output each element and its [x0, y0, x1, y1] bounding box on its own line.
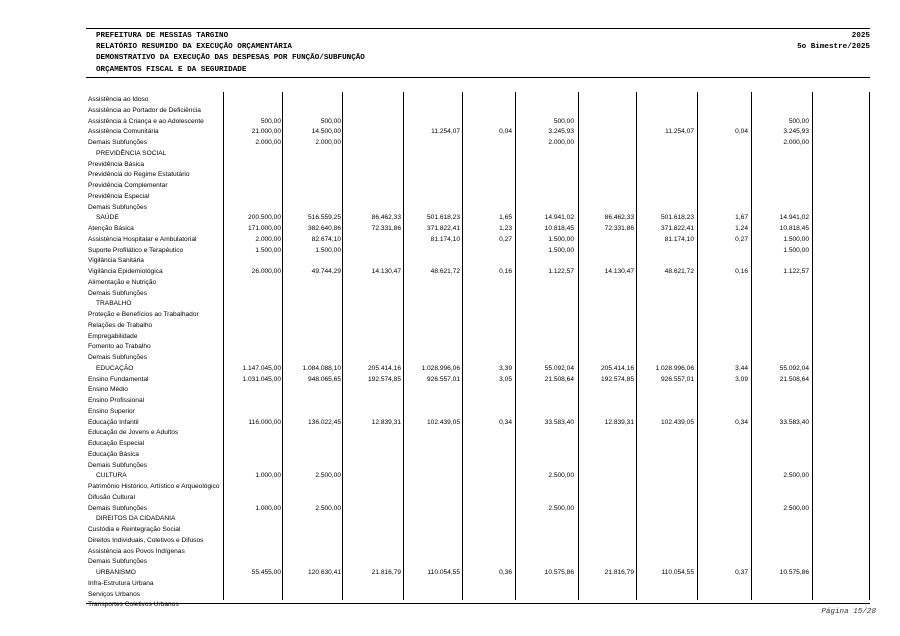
table-row [86, 514, 870, 525]
row-label: Assistência Hospitalar e Ambulatorial [88, 235, 197, 243]
row-label: URBANISMO [96, 569, 136, 576]
row-label: Suporte Profilático e Terapêutico [88, 246, 184, 254]
table-row [86, 407, 870, 418]
row-label: Educação Infantil [88, 418, 139, 426]
page-number: Página 15/28 [821, 608, 876, 616]
table-row [86, 127, 870, 138]
row-value: 500,00 [553, 117, 574, 125]
row-value: 14.130,47 [371, 268, 401, 275]
row-label: EDUCAÇÃO [96, 364, 134, 372]
row-label: Ensino Médio [88, 386, 128, 394]
row-value: 1.122,57 [548, 268, 574, 275]
table-row [86, 203, 870, 214]
report-title: RELATÓRIO RESUMIDO DA EXECUÇÃO ORÇAMENTÁRIA [96, 43, 292, 51]
row-label: Custódia e Reintegração Social [88, 526, 181, 533]
row-label: Transportes Coletivos Urbanos [88, 601, 179, 609]
table-row [86, 504, 870, 515]
row-value: 1.500,00 [548, 235, 574, 243]
row-label: Difusão Cultural [88, 493, 135, 501]
row-value: 1,24 [735, 225, 748, 232]
row-value: 948.065,65 [307, 375, 341, 383]
row-value: 1,65 [499, 214, 512, 222]
table-row [86, 525, 870, 536]
table-row [86, 332, 870, 343]
row-value: 2.500,00 [783, 472, 809, 480]
row-value: 72.331,86 [371, 225, 401, 232]
row-label: Proteção e Benefícios ao Trabalhador [88, 311, 199, 318]
row-value: 102.439,05 [426, 418, 460, 426]
row-label: Alimentação e Nutrição [88, 278, 157, 286]
row-value: 81.174,10 [430, 235, 460, 243]
row-value: 500,00 [788, 117, 809, 125]
row-label: Direitos Individuais, Coletivos e Difusos [88, 536, 204, 544]
row-value: 1.500,00 [315, 246, 341, 254]
row-value: 1.122,57 [783, 268, 809, 275]
table-row [86, 396, 870, 407]
row-value: 1,67 [735, 214, 748, 222]
table-row [86, 160, 870, 171]
table-row [86, 267, 870, 278]
row-value: 171.000,00 [247, 225, 281, 232]
row-label: Previdência Especial [88, 192, 150, 200]
row-value: 0,27 [499, 235, 512, 243]
table-row [86, 170, 870, 181]
row-value: 205.414,16 [367, 364, 401, 372]
table-row [86, 450, 870, 461]
row-value: 2.500,00 [783, 504, 809, 512]
row-label: Ensino Fundamental [88, 375, 149, 383]
row-value: 2.000,00 [315, 139, 341, 146]
expense-table [86, 95, 870, 611]
row-value: 48.621,72 [430, 268, 460, 275]
table-row [86, 149, 870, 160]
row-value: 3,05 [499, 375, 512, 383]
report-header-entity: PREFEITURA DE MESSIAS TARGINO [96, 32, 229, 40]
row-value: 0,04 [735, 128, 748, 136]
row-value: 120.630,41 [307, 569, 341, 576]
table-row [86, 579, 870, 590]
row-label: Educação Especial [88, 440, 145, 447]
row-value: 2.500,00 [315, 472, 341, 480]
row-value: 2.000,00 [255, 235, 281, 243]
row-value: 11.254,07 [665, 128, 694, 136]
row-label: Previdência Básica [88, 160, 145, 168]
table-row [86, 536, 870, 547]
table-row [86, 106, 870, 117]
row-label: Ensino Profissional [88, 397, 145, 404]
row-value: 110.054,55 [661, 569, 694, 576]
row-value: 21.816,79 [604, 569, 634, 576]
table-row [86, 256, 870, 267]
table-row [86, 117, 870, 128]
row-label: Demais Subfunções [88, 289, 148, 297]
row-value: 110.054,55 [427, 569, 460, 576]
row-value: 1.500,00 [783, 246, 809, 254]
row-value: 3,44 [735, 364, 748, 372]
row-label: Demais Subfunções [88, 461, 148, 469]
table-row [86, 224, 870, 235]
row-value: 86.462,33 [371, 214, 401, 222]
table-row [86, 428, 870, 439]
row-value: 10.818,45 [544, 225, 574, 232]
row-value: 501.618,23 [426, 214, 460, 222]
row-label: CULTURA [96, 472, 127, 480]
row-value: 1.084.088,10 [302, 364, 341, 372]
row-value: 0,16 [499, 268, 512, 275]
row-value: 0,37 [735, 569, 748, 576]
row-value: 2.500,00 [315, 504, 341, 512]
row-value: 2.000,00 [548, 139, 574, 146]
table-row [86, 482, 870, 493]
row-value: 3,39 [499, 364, 512, 372]
table-row [86, 192, 870, 203]
row-value: 0,16 [735, 268, 748, 275]
row-value: 1.500,00 [783, 235, 809, 243]
row-value: 2.000,00 [783, 139, 809, 146]
row-value: 1.000,00 [255, 472, 281, 480]
row-value: 3.245,93 [783, 128, 809, 136]
row-value: 81.174,10 [664, 235, 694, 243]
table-row [86, 493, 870, 504]
row-value: 3,09 [735, 375, 748, 383]
row-value: 82.674,10 [311, 235, 341, 243]
row-value: 21.508,64 [544, 375, 574, 383]
row-value: 1.028.996,06 [655, 364, 694, 372]
row-label: Demais Subfunções [88, 354, 148, 361]
report-subtitle: DEMONSTRATIVO DA EXECUÇÃO DAS DESPESAS POR FUNÇÃO/SUBFUNÇÃO [96, 54, 365, 62]
table-row [86, 439, 870, 450]
row-label: TRABALHO [96, 300, 132, 308]
table-row [86, 181, 870, 192]
table-row [86, 278, 870, 289]
table-row [86, 213, 870, 224]
row-value: 55.455,00 [251, 569, 281, 576]
row-value: 26.000,00 [251, 268, 281, 275]
row-value: 0,27 [735, 235, 748, 243]
row-label: Infra-Estrutura Urbana [88, 579, 154, 587]
row-value: 21.000,00 [251, 128, 281, 136]
row-label: Demais Subfunções [88, 139, 148, 146]
row-value: 72.331,86 [604, 225, 634, 232]
row-label: Demais Subfunções [88, 558, 148, 566]
row-value: 2.500,00 [548, 504, 574, 512]
row-value: 10.575,86 [544, 569, 574, 576]
table-row [86, 138, 870, 149]
row-value: 1.000,00 [255, 504, 281, 512]
row-label: Assistência ao Portador de Deficiência [88, 106, 201, 114]
row-value: 14.941,02 [544, 214, 574, 222]
row-label: Serviços Urbanos [88, 590, 141, 598]
row-value: 371.822,41 [660, 225, 694, 232]
row-value: 205.414,16 [600, 364, 634, 372]
table-row [86, 299, 870, 310]
row-value: 3.245,93 [548, 128, 574, 136]
row-value: 0,36 [499, 569, 512, 576]
table-row [86, 471, 870, 482]
row-value: 0,34 [499, 418, 512, 426]
row-value: 2.000,00 [255, 139, 281, 146]
row-value: 516.559,25 [307, 214, 341, 222]
row-value: 116.000,00 [248, 418, 281, 426]
row-label: Previdência Complementar [88, 182, 168, 189]
row-value: 33.583,40 [544, 418, 574, 426]
row-value: 1,23 [499, 225, 512, 232]
row-value: 0,34 [735, 418, 748, 426]
row-label: Vigilância Sanitária [88, 257, 144, 265]
row-value: 14.500,00 [311, 128, 341, 136]
row-value: 33.583,40 [779, 418, 809, 426]
table-row [86, 235, 870, 246]
row-label: Educação de Jovens e Adultos [88, 429, 179, 437]
row-value: 136.022,45 [307, 418, 341, 426]
row-value: 501.618,23 [660, 214, 694, 222]
table-row [86, 364, 870, 375]
row-label: Demais Subfunções [88, 203, 148, 211]
row-label: SAÚDE [96, 214, 119, 222]
row-label: Assistência Comunitária [88, 128, 159, 136]
row-value: 86.462,33 [604, 214, 634, 222]
row-label: Atenção Básica [88, 225, 134, 232]
table-row [86, 568, 870, 579]
header-bottom-rule [86, 77, 870, 78]
table-row [86, 310, 870, 321]
table-row [86, 547, 870, 558]
report-period: 5o Bimestre/2025 [797, 43, 870, 51]
row-value: 0,04 [499, 128, 512, 136]
row-label: Assistência aos Povos Indígenas [88, 547, 185, 555]
row-value: 192.574,85 [600, 375, 634, 383]
row-value: 500,00 [320, 117, 341, 125]
table-row [86, 385, 870, 396]
row-value: 102.439,05 [660, 418, 694, 426]
table-row [86, 557, 870, 568]
header-top-rule [86, 28, 870, 29]
row-value: 1.500,00 [548, 246, 574, 254]
row-value: 1.147.045,00 [242, 364, 281, 372]
row-label: Demais Subfunções [88, 504, 148, 512]
row-label: Vigilância Epidemiológica [88, 268, 163, 275]
row-label: DIREITOS DA CIDADANIA [96, 515, 176, 523]
row-label: Relações de Trabalho [88, 321, 153, 329]
row-label: Patrimônio Histórico, Artístico e Arqueológico [88, 483, 220, 490]
table-row [86, 289, 870, 300]
row-value: 200.500,00 [247, 214, 281, 222]
row-value: 371.822,41 [426, 225, 460, 232]
row-label: Fomento ao Trabalho [88, 343, 151, 351]
row-value: 926.557,01 [660, 375, 694, 383]
table-row [86, 321, 870, 332]
row-label: Assistência ao Idoso [88, 96, 149, 103]
row-value: 1.031.045,00 [242, 375, 281, 383]
row-value: 10.575,86 [779, 569, 809, 576]
row-label: PREVIDÊNCIA SOCIAL [96, 149, 167, 157]
row-value: 926.557,01 [426, 375, 460, 383]
row-label: Ensino Superior [88, 407, 135, 415]
row-value: 21.508,64 [779, 375, 809, 383]
row-value: 500,00 [260, 117, 281, 125]
row-label: Assistência à Criança e ao Adolescente [88, 117, 204, 125]
row-value: 55.092,04 [779, 364, 809, 372]
table-row [86, 600, 870, 611]
row-value: 55.092,04 [544, 364, 574, 372]
row-label: Empregabilidade [88, 332, 138, 340]
row-value: 21.816,79 [371, 569, 401, 576]
row-value: 11.254,07 [431, 128, 460, 136]
row-value: 48.621,72 [664, 268, 694, 275]
row-value: 1.028.996,06 [421, 364, 460, 372]
table-row [86, 342, 870, 353]
row-value: 1.500,00 [255, 246, 281, 254]
row-value: 10.818,45 [779, 225, 809, 232]
table-row [86, 375, 870, 386]
row-label: Previdência do Regime Estatutário [88, 171, 190, 179]
report-year: 2025 [851, 32, 870, 40]
table-row [86, 246, 870, 257]
row-value: 14.941,02 [779, 214, 809, 222]
table-row [86, 590, 870, 601]
row-value: 12.839,31 [371, 418, 401, 426]
row-value: 192.574,85 [367, 375, 401, 383]
row-value: 12.839,31 [604, 418, 634, 426]
report-budget-scope: ORÇAMENTOS FISCAL E DA SEGURIDADE [96, 66, 247, 74]
table-row [86, 353, 870, 364]
row-value: 49.744,29 [311, 268, 341, 275]
row-value: 382.640,86 [307, 225, 341, 232]
table-row [86, 418, 870, 429]
row-value: 14.130,47 [604, 268, 634, 275]
row-label: Educação Básica [88, 450, 139, 458]
table-row [86, 461, 870, 472]
row-value: 2.500,00 [548, 472, 574, 480]
table-row [86, 95, 870, 106]
